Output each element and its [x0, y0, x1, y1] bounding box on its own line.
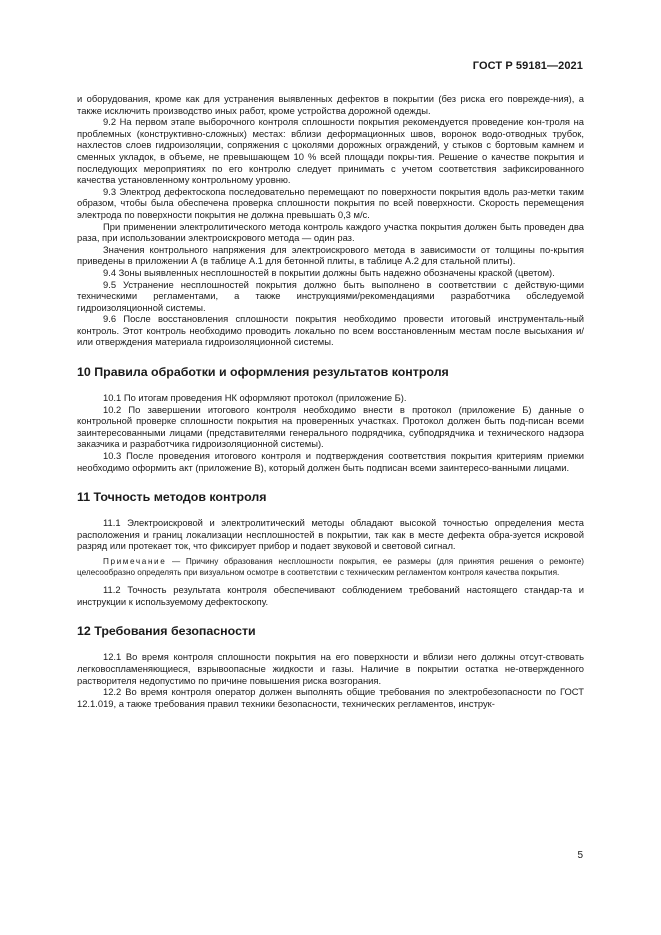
- paragraph-10-3: 10.3 После проведения итогового контроля и подтверждения соответствия покрытия критериям приемки необходимо оформить акт (приложение В), который должен быть подписан всеми заинтересо-ванными лицами.: [77, 450, 584, 473]
- paragraph-10-2: 10.2 По завершении итогового контроля необходимо внести в протокол (приложение Б) данные о контрольной проверке сплошности покрытия на проверенных участках. Протокол должен быть под-писан всеми заинтересованными лицами (представителями генерального подрядчика, субподрядчика и технического надзора заказчика и разработчика гидроизоляционной системы).: [77, 403, 584, 450]
- paragraph-9-6: 9.6 После восстановления сплошности покрытия необходимо провести итоговый инструменталь-ный контроль. Этот контроль необходимо проводить локально по всем восстановленным местам после высыхания и/или отверждения материала гидроизоляционной системы.: [77, 313, 584, 348]
- paragraph-9-2: 9.2 На первом этапе выборочного контроля сплошности покрытия рекомендуется проведение кон-троля на проблемных (конструктивно-сложных) местах: вблизи деформационных швов, воронок водо-отводных трубок, нахлестов слоев гидроизоляции, сопряжения с цоколями дорожных ограждений, у стыков с бортовым камнем и сменных укладок, в объеме, не превышающем 10 % всей площади покры-тия. Решение о качестве покрытия и последующих мероприятиях по его контролю следует принимать с учетом соответствия зафиксированного качества установленному контрольному уровню.: [77, 116, 584, 186]
- section-heading-10: 10 Правила обработки и оформления результатов контроля: [77, 365, 449, 380]
- note: [77, 557, 584, 578]
- paragraph-10-1: 10.1 По итогам проведения НК оформляют протокол (приложение Б).: [103, 392, 407, 404]
- document-number-header: ГОСТ Р 59181—2021: [472, 60, 583, 72]
- note-text: — Причину образования несплошности покрытия, ее размеры (для принятия решения о ремонте) целесообразно определять при визуальном осмотре в соответствии с техническим регламентом контроля качества покрытия.: [77, 557, 584, 577]
- paragraph-9-4: 9.4 Зоны выявленных несплошностей в покрытии должны быть надежно обозначены краской (цветом).: [103, 266, 555, 278]
- section-heading-11: 11 Точность методов контроля: [77, 490, 267, 505]
- document-body: [77, 93, 584, 709]
- paragraph-12-1: 12.1 Во время контроля сплошности покрытия на его поверхности и вблизи него должны отсут-ствовать легковоспламеняющиеся, взрывоопасные жидкости и газы. Наличие в покрытии остатка не-отвержденного растворителя недопустимо по причине повышения риска возгорания.: [77, 651, 584, 686]
- paragraph-11-1: 11.1 Электроискровой и электролитический методы обладают высокой точностью определения места расположения и границ локализации несплошностей в покрытии, так как в месте дефекта обра-зуется искровой разряд или протекает ток, что фиксирует прибор и подает звуковой и световой сигнал.: [77, 517, 584, 552]
- paragraph-9-5: 9.5 Устранение несплошностей покрытия должно быть выполнено в соответствии с действую-щими техническими регламентами, а также инструкциями/рекомендациями разработчика обследуемой гидроизоляционной системы.: [77, 278, 584, 313]
- section-heading-12: 12 Требования безопасности: [77, 624, 256, 639]
- paragraph-9-3: 9.3 Электрод дефектоскопа последовательно перемещают по поверхности покрытия вдоль раз-метки таким образом, чтобы была обеспечена проверка сплошности покрытия по всей поверхности. Скорость перемещения электрода по поверхности покрытия не должна превышать 0,3 м/с.: [77, 185, 584, 220]
- paragraph-continuation: и оборудования, кроме как для устранения выявленных дефектов в покрытии (без риска его поврежде-ния), а также исключить производство иных работ, кроме устройства дорожной одежды.: [77, 93, 584, 116]
- paragraph-12-2: 12.2 Во время контроля оператор должен выполнять общие требования по электробезопасности по ГОСТ 12.1.019, а также требования правил техники безопасности, технических регламентов, инструк-: [77, 686, 584, 709]
- paragraph-11-2: 11.2 Точность результата контроля обеспечивают соблюдением требований настоящего стандар-та и инструкции к используемому дефектоскопу.: [77, 584, 584, 607]
- page-number: 5: [577, 850, 583, 861]
- note-label: Примечание: [103, 557, 167, 566]
- paragraph-9-3-voltage: Значения контрольного напряжения для электроискрового метода в зависимости от толщины по-крытия приведены в приложении А (в таблице А.1 для бетонной плиты, в таблице А.2 для стальной плиты).: [77, 243, 584, 267]
- paragraph-9-3-method: При применении электролитического метода контроль каждого участка покрытия должен быть проведен два раза, при использовании электроискрового метода — один раз.: [77, 220, 584, 244]
